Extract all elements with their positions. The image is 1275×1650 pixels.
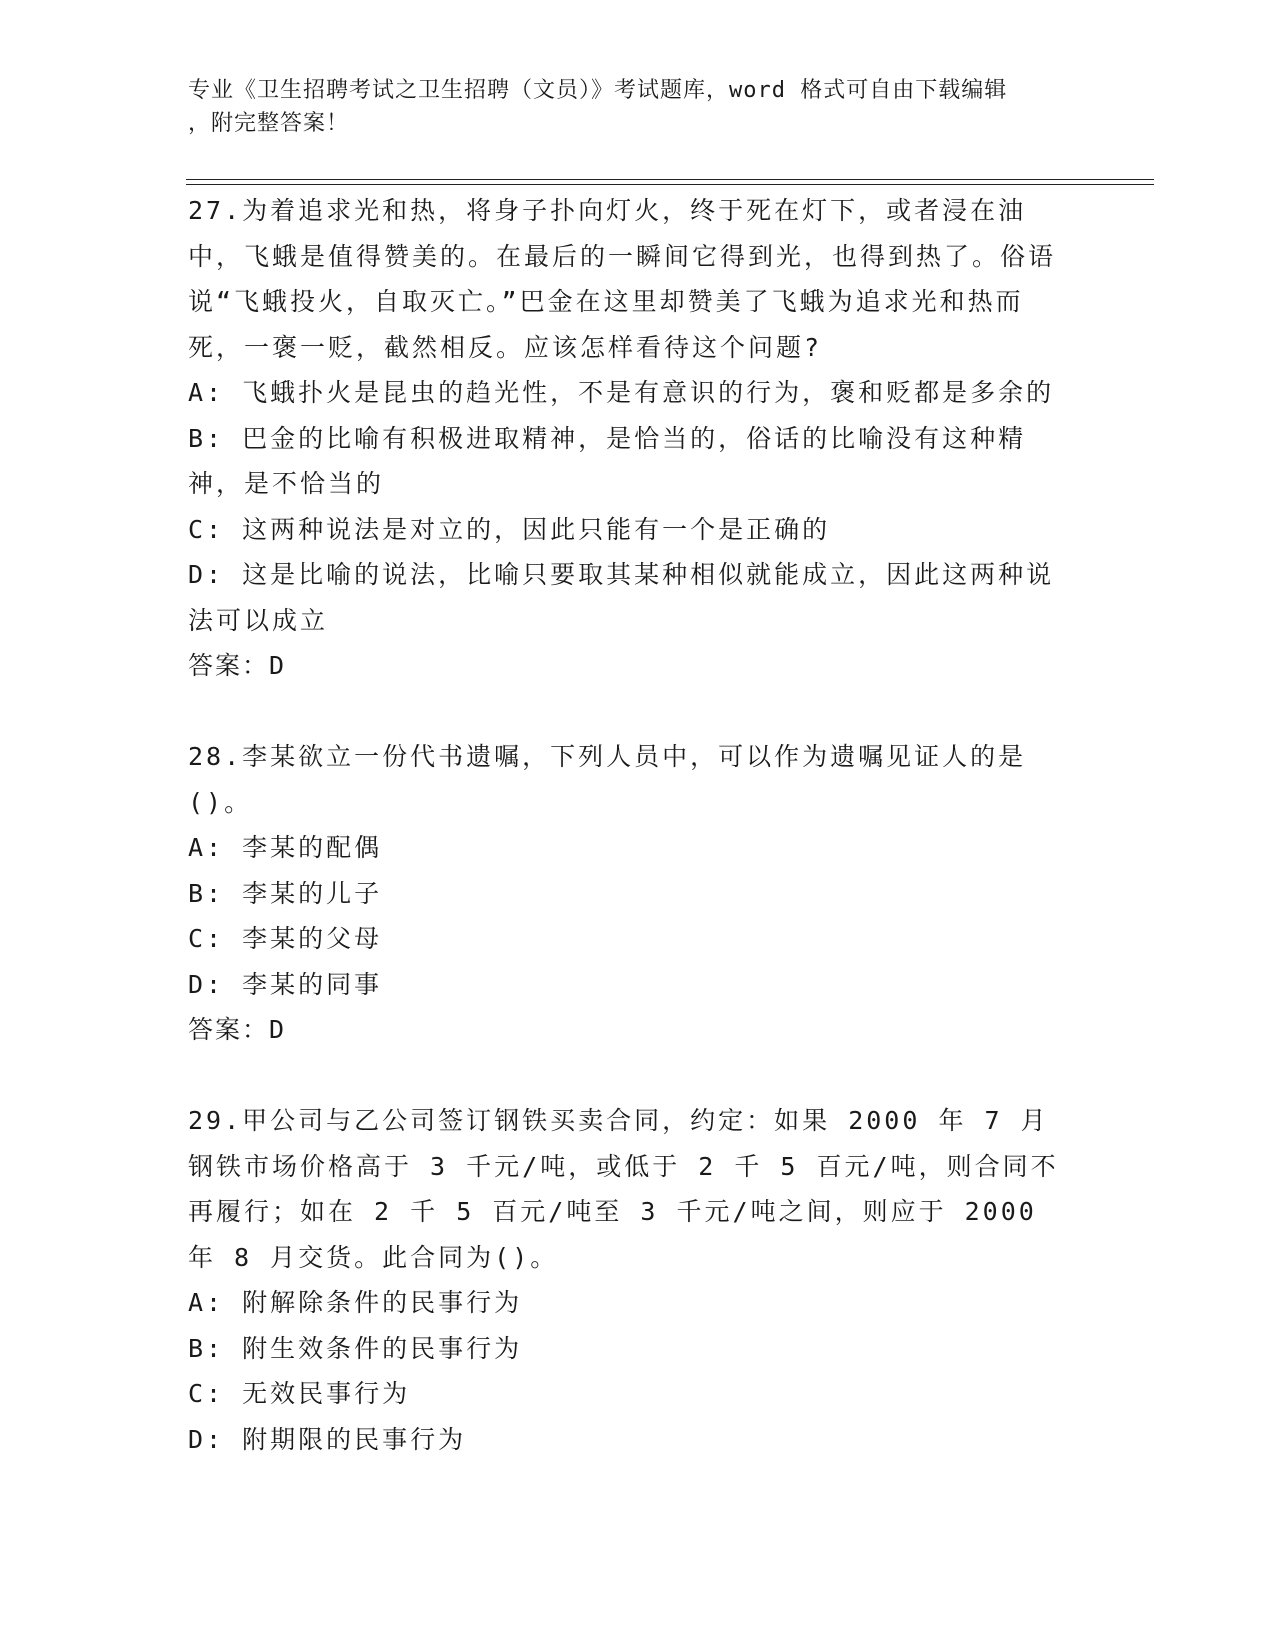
- option-a: A: 李某的配偶: [188, 833, 383, 862]
- answer-label: 答案：D: [188, 651, 287, 680]
- question-text: 29.甲公司与乙公司签订钢铁买卖合同，约定：如果 2000 年 7 月钢铁市场价格高于 3 千元/吨，或低于 2 千 5 百元/吨，则合同不再履行；如在 2 千 5 百元/吨至 3 千元/吨之间，则应于 2000 年 8 月交货。此合同为()。: [188, 1106, 1059, 1272]
- option-d: D: 李某的同事: [188, 969, 383, 999]
- document-header: [188, 74, 1068, 140]
- option-d: D: 附期限的民事行为: [188, 1424, 467, 1454]
- option-a: A: 附解除条件的民事行为: [188, 1288, 523, 1317]
- header-rule-top: [186, 179, 1154, 180]
- option-d: D: 这是比喻的说法，比喻只要取其某种相似就能成立，因此这两种说法可以成立: [188, 560, 1055, 635]
- header-line-2: ，附完整答案！: [188, 111, 350, 136]
- answer-label: 答案：D: [188, 1015, 287, 1044]
- question-text: 27.为着追求光和热，将身子扑向灯火，终于死在灯下，或者浸在油中，飞蛾是值得赞美的。在最后的一瞬间它得到光，也得到热了。俗语说“飞蛾投火，自取灭亡。”巴金在这里却赞美了飞蛾为追求光和热而死，一褒一贬，截然相反。应该怎样看待这个问题?: [188, 196, 1057, 362]
- question-27: [188, 188, 1068, 689]
- option-a: A: 飞蛾扑火是昆虫的趋光性，不是有意识的行为，褒和贬都是多余的: [188, 378, 1055, 407]
- option-c: C: 这两种说法是对立的，因此只能有一个是正确的: [188, 514, 831, 544]
- option-b: B: 巴金的比喻有积极进取精神，是恰当的，俗话的比喻没有这种精神，是不恰当的: [188, 423, 1027, 498]
- option-c: C: 李某的父母: [188, 924, 383, 953]
- option-b: B: 附生效条件的民事行为: [188, 1333, 523, 1363]
- header-rule-bottom: [186, 184, 1154, 185]
- question-28: [188, 734, 1068, 1053]
- question-list: [188, 188, 1068, 1462]
- spacer: [188, 689, 1068, 735]
- option-c: C: 无效民事行为: [188, 1379, 411, 1408]
- header-line-1: 专业《卫生招聘考试之卫生招聘（文员）》考试题库，word 格式可自由下载编辑: [188, 78, 1008, 103]
- question-text: 28.李某欲立一份代书遗嘱，下列人员中，可以作为遗嘱见证人的是()。: [188, 742, 1027, 817]
- question-29: [188, 1098, 1068, 1462]
- spacer: [188, 1053, 1068, 1099]
- option-b: B: 李某的儿子: [188, 878, 383, 908]
